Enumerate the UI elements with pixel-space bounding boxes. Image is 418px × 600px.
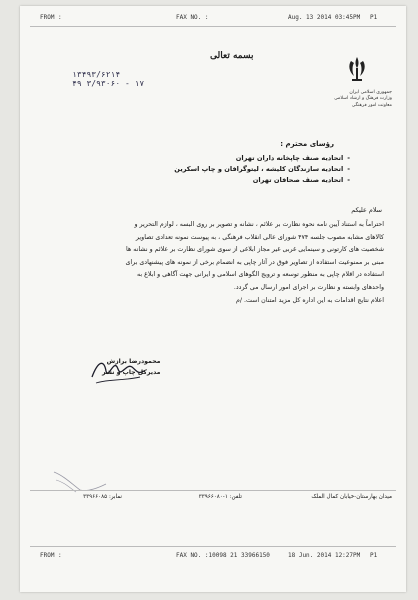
invocation: بسمه تعالی <box>210 51 254 61</box>
fax-datetime: Aug. 13 2014 03:45PM <box>288 14 361 21</box>
fax-footer-page: P1 <box>370 552 378 559</box>
body-line: مبنی بر ممنوعیت استفاده از تصاویر فوق در آثار چاپی به انضمام برخی از نمونه های پیشنهادی برای <box>125 258 384 266</box>
addressee-heading: رؤسای محترم : <box>280 140 334 148</box>
fax-header-divider <box>30 26 396 27</box>
handwritten-number: ۱۳۴۹۳/۶۲۱۴ <box>72 70 121 79</box>
recipient-item: -اتحادیه صنف صحافان تهران <box>252 176 350 184</box>
footer-divider <box>30 490 396 491</box>
letter-body <box>46 219 384 307</box>
handwritten-reference-numbers <box>72 70 144 88</box>
body-line: واحدهای وابسته و نظارت بر اجرای امور ارسال می گردد. <box>233 283 384 291</box>
fax-footer-number: FAX NO. :10098 21 33966150 <box>176 552 270 559</box>
signer-name: محمودرضا برازش <box>106 358 161 365</box>
fax-from: FROM : <box>40 14 62 21</box>
handwritten-mark-icon <box>50 466 110 496</box>
fax-document <box>20 6 406 592</box>
bullet-icon: - <box>347 154 350 162</box>
body-line: اعلام نتایج اقدامات به این اداره کل مزید امتنان است. /م <box>235 296 384 304</box>
letterhead-line: معاونت امور فرهنگی <box>351 102 392 108</box>
body-line: استفاده در اقلام چاپی به منظور توسعه و ترویج الگوهای اسلامی و ایرانی جهت آگاهی و ابلاغ به <box>136 271 384 279</box>
greeting: سلام علیکم <box>351 206 382 214</box>
body-line: کالاهای مشابه مصوب جلسه ۴۷۴ شورای عالی انقلاب فرهنگی ، به پیوست نمونه تعدادی تصاویر <box>135 233 384 241</box>
body-line: احتراماً به استناد آیین نامه نحوه نظارت بر علائم ، نشانه و تصویر بر روی البسه ، لوازم التحریر و <box>134 221 384 228</box>
fax-footer-divider <box>30 546 396 547</box>
footer-fax: نمابر: ۳۳۹۶۶۰۸۵ <box>83 494 122 500</box>
bullet-icon: - <box>347 176 350 184</box>
letterhead-line: وزارت فرهنگ و ارشاد اسلامی <box>334 96 392 102</box>
recipient-list <box>174 153 350 186</box>
handwritten-number: ۴۹ ۳/۹۳۰۶۰ - ۱۷ <box>72 79 145 88</box>
fax-footer-from: FROM : <box>40 552 62 559</box>
fax-number: FAX NO. : <box>176 14 209 21</box>
iran-emblem-icon <box>342 54 372 84</box>
bullet-icon: - <box>347 165 350 173</box>
letterhead-line: جمهوری اسلامی ایران <box>349 90 392 95</box>
fax-page: P1 <box>370 14 378 21</box>
fax-footer-datetime: 18 Jun. 2014 12:27PM <box>288 552 361 559</box>
signer-title: مدیرکل چاپ و نشر <box>102 369 161 376</box>
signer-block <box>102 356 160 378</box>
body-line: شخصیت های کارتونی و سینمایی غربی غیر مجاز ابلاغی از سوی شورای نظارت بر علائم و نشانه ها <box>125 246 384 254</box>
recipient-item: -اتحادیه صنف چاپخانه داران تهران <box>235 154 350 162</box>
letterhead-lines <box>282 90 392 109</box>
footer-address: میدان بهارستان-خیابان کمال الملک <box>311 494 392 500</box>
footer-phone: تلفن: ۱-۳۳۹۶۶۰۸۰ <box>198 494 242 500</box>
recipient-item: -اتحادیه سازندگان کلیشه ، لیتوگرافان و چاپ اسکرین <box>174 165 350 173</box>
